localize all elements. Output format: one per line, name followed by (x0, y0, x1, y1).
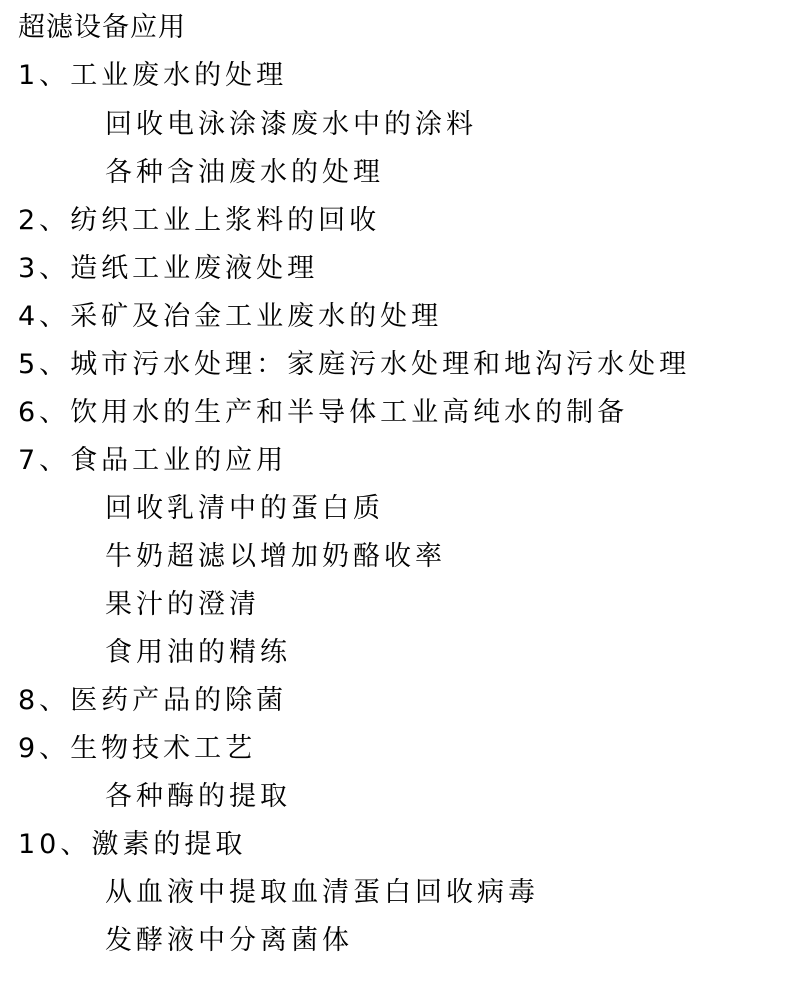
list-item-3 (18, 251, 318, 287)
item-number: 2、 (18, 205, 71, 236)
sub-item: 发酵液中分离菌体 (105, 925, 353, 956)
item-number: 3、 (18, 253, 71, 284)
list-item-2 (18, 203, 380, 239)
list-item-9 (18, 731, 256, 767)
item-number: 10、 (18, 829, 92, 860)
list-item-6 (18, 395, 628, 431)
sub-item: 食用油的精练 (105, 637, 291, 668)
item-text: 工业废水的处理 (70, 60, 288, 91)
item-text: 造纸工业废液处理 (70, 253, 319, 284)
page-title: 超滤设备应用 (18, 12, 186, 43)
list-item-7 (18, 443, 287, 479)
item-text: 生物技术工艺 (70, 733, 257, 764)
item-text: 纺织工业上浆料的回收 (70, 205, 381, 236)
item-number: 1、 (18, 60, 71, 91)
item-number: 5、 (18, 349, 71, 380)
sub-item: 牛奶超滤以增加奶酪收率 (105, 541, 446, 572)
list-item-8 (18, 683, 287, 719)
item-text: 激素的提取 (91, 829, 247, 860)
sub-item: 果汁的澄清 (105, 589, 260, 620)
list-item-5 (18, 347, 690, 383)
list-item-10 (18, 827, 246, 863)
item-number: 8、 (18, 685, 71, 716)
item-text: 食品工业的应用 (70, 445, 288, 476)
item-number: 6、 (18, 397, 71, 428)
item-text: 城市污水处理：家庭污水处理和地沟污水处理 (70, 349, 691, 380)
sub-item: 各种酶的提取 (105, 781, 291, 812)
item-text: 医药产品的除菌 (70, 685, 288, 716)
list-item-4 (18, 299, 442, 335)
item-text: 采矿及冶金工业废水的处理 (70, 301, 443, 332)
item-text: 饮用水的生产和半导体工业高纯水的制备 (70, 397, 629, 428)
sub-item: 回收乳清中的蛋白质 (105, 493, 384, 524)
list-item-1 (18, 58, 287, 94)
sub-item: 回收电泳涂漆废水中的涂料 (105, 109, 477, 140)
sub-item: 各种含油废水的处理 (105, 157, 384, 188)
sub-item: 从血液中提取血清蛋白回收病毒 (105, 877, 539, 908)
item-number: 9、 (18, 733, 71, 764)
item-number: 4、 (18, 301, 71, 332)
item-number: 7、 (18, 445, 71, 476)
